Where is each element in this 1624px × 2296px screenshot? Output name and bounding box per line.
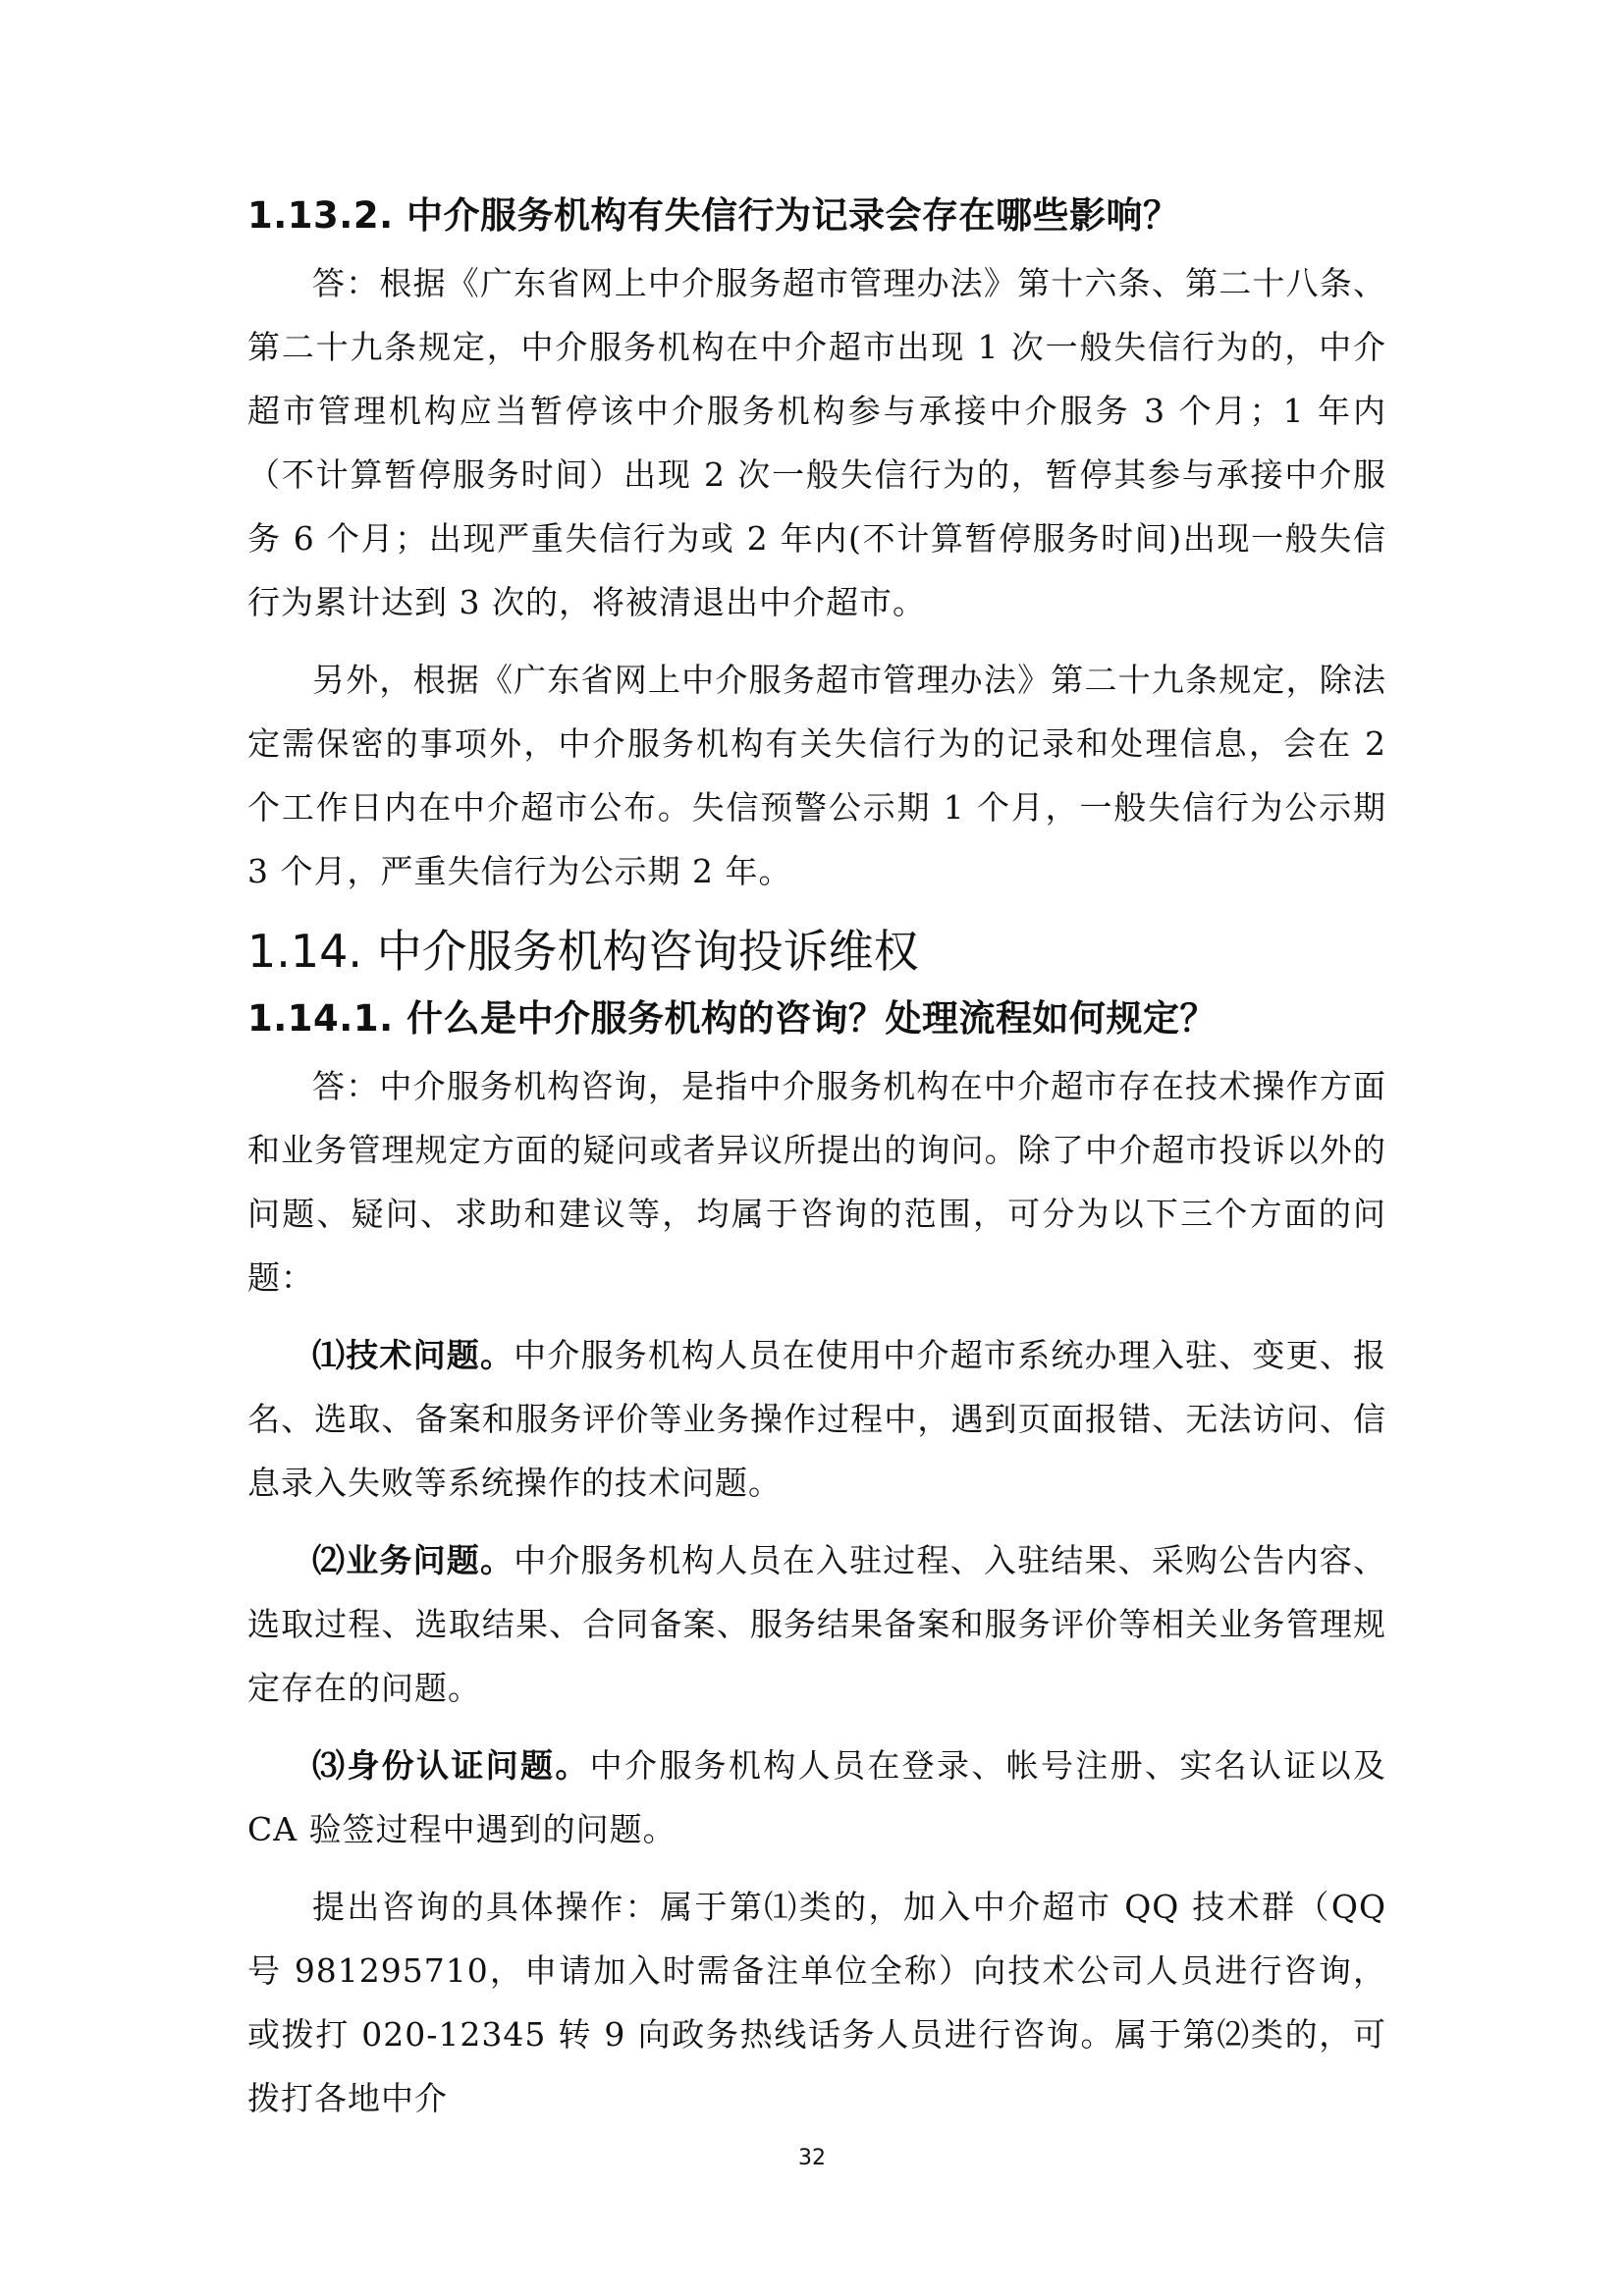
list-item-identity: [247, 1734, 1386, 1861]
paragraph-1-14-1-answer: 答：中介服务机构咨询，是指中介服务机构在中介超市存在技术操作方面和业务管理规定方面的疑问或者异议所提出的询问。除了中介超市投诉以外的问题、疑问、求助和建议等，均属于咨询的范围，可分为以下三个方面的问题：: [247, 1067, 1386, 1297]
list-item-technical-title: ⑴技术问题。: [312, 1336, 514, 1374]
list-item-business: [247, 1528, 1386, 1720]
heading-1-14-1: 1.14.1. 什么是中介服务机构的咨询？处理流程如何规定？: [247, 997, 1218, 1040]
list-item-business-title: ⑵业务问题。: [312, 1541, 514, 1579]
paragraph-1-13-2-answer: 答：根据《广东省网上中介服务超市管理办法》第十六条、第二十八条、第二十九条规定，中介服务机构在中介超市出现 1 次一般失信行为的，中介超市管理机构应当暂停该中介服务机构参与承接中介服务 3 个月；1 年内（不计算暂停服务时间）出现 2 次一般失信行为的，暂停其参与承接中介服务 6 个月；出现严重失信行为或 2 年内(不计算暂停服务时间)出现一般失信行为累计达到 3 次的，将被清退出中介超市。: [247, 264, 1386, 621]
list-item-technical: [247, 1323, 1386, 1515]
paragraph-consult-procedure: 提出咨询的具体操作：属于第⑴类的，加入中介超市 QQ 技术群（QQ 号 981295710，申请加入时需备注单位全称）向技术公司人员进行咨询，或拨打 020-12345 转 9 向政务热线话务人员进行咨询。属于第⑵类的，可拨打各地中介: [247, 1888, 1386, 2117]
heading-1-13-2: 1.13.2. 中介服务机构有失信行为记录会存在哪些影响？: [247, 194, 1180, 237]
page-number: 32: [798, 2146, 826, 2170]
list-item-identity-title: ⑶身份认证问题。: [312, 1746, 590, 1785]
page-content: [247, 188, 1386, 2144]
heading-1-14: 1.14. 中介服务机构咨询投诉维权: [247, 925, 919, 978]
list-item-identity-text: 中介服务机构人员在登录、帐号注册、实名认证以及 CA 验签过程中遇到的问题。: [247, 1746, 1387, 1848]
list-item-technical-text: 中介服务机构人员在使用中介超市系统办理入驻、变更、报名、选取、备案和服务评价等业务操作过程中，遇到页面报错、无法访问、信息录入失败等系统操作的技术问题。: [247, 1336, 1387, 1502]
list-item-business-text: 中介服务机构人员在入驻过程、入驻结果、采购公告内容、选取过程、选取结果、合同备案、服务结果备案和服务评价等相关业务管理规定存在的问题。: [247, 1541, 1387, 1707]
paragraph-1-13-2-additional: 另外，根据《广东省网上中介服务超市管理办法》第二十九条规定，除法定需保密的事项外，中介服务机构有关失信行为的记录和处理信息，会在 2 个工作日内在中介超市公布。失信预警公示期 1 个月，一般失信行为公示期 3 个月，严重失信行为公示期 2 年。: [247, 661, 1386, 890]
